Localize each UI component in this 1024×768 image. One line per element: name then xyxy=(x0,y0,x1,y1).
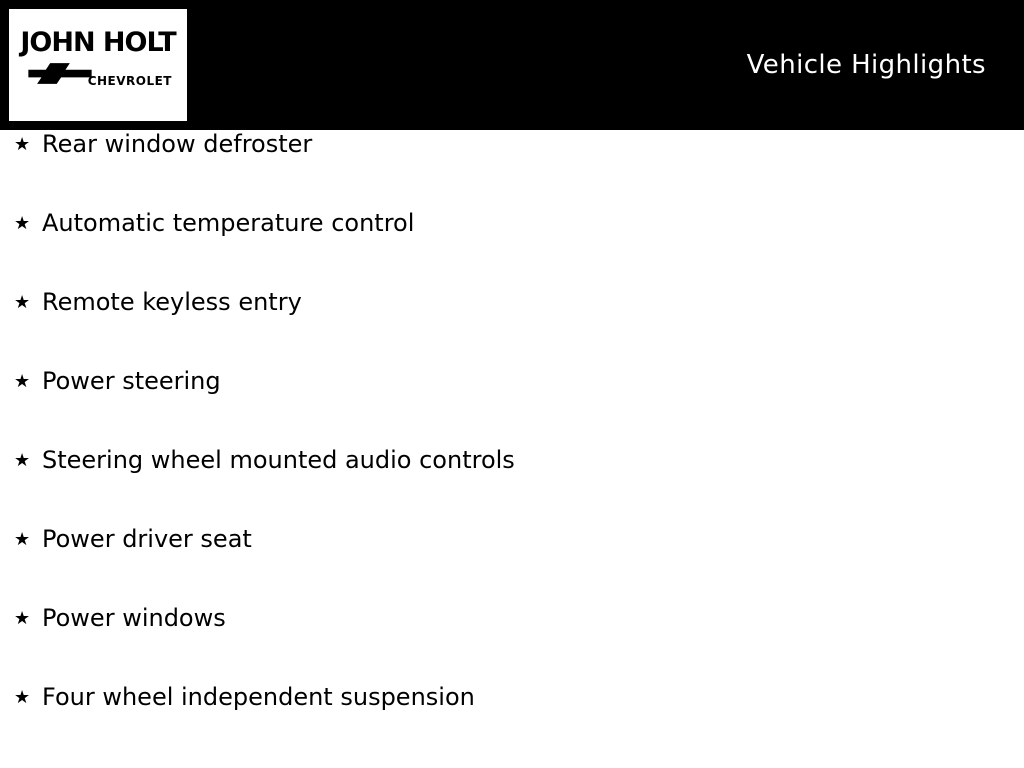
star-icon: ★ xyxy=(14,450,31,471)
star-icon: ★ xyxy=(14,371,31,392)
dealer-logo-wordmark: JOHN HOLT xyxy=(20,27,176,58)
list-item-label: Power steering xyxy=(42,367,221,395)
list-item-label: Steering wheel mounted audio controls xyxy=(42,446,515,474)
list-item xyxy=(0,446,1024,525)
list-item-label: Power windows xyxy=(42,604,226,632)
star-icon: ★ xyxy=(14,608,31,629)
star-icon: ★ xyxy=(14,529,31,550)
star-icon: ★ xyxy=(14,687,31,708)
dealer-logo-inner xyxy=(9,9,187,121)
list-item xyxy=(0,367,1024,446)
dealer-logo-subtext: CHEVROLET xyxy=(87,74,172,88)
list-item xyxy=(0,604,1024,683)
list-item xyxy=(0,525,1024,604)
list-item xyxy=(0,209,1024,288)
list-item-label: Rear window defroster xyxy=(42,130,313,158)
star-icon: ★ xyxy=(14,213,31,234)
list-item xyxy=(0,130,1024,209)
list-item xyxy=(0,683,1024,762)
list-item-label: Power driver seat xyxy=(42,525,252,553)
page-title: Vehicle Highlights xyxy=(746,50,986,80)
list-item xyxy=(0,288,1024,367)
star-icon: ★ xyxy=(14,134,31,155)
list-item-label: Automatic temperature control xyxy=(42,209,415,237)
list-item-label: Remote keyless entry xyxy=(42,288,302,316)
vehicle-highlights-list xyxy=(0,130,1024,762)
dealer-logo xyxy=(9,9,187,121)
list-item-label: Four wheel independent suspension xyxy=(42,683,475,711)
star-icon: ★ xyxy=(14,292,31,313)
header-bar xyxy=(0,0,1024,130)
